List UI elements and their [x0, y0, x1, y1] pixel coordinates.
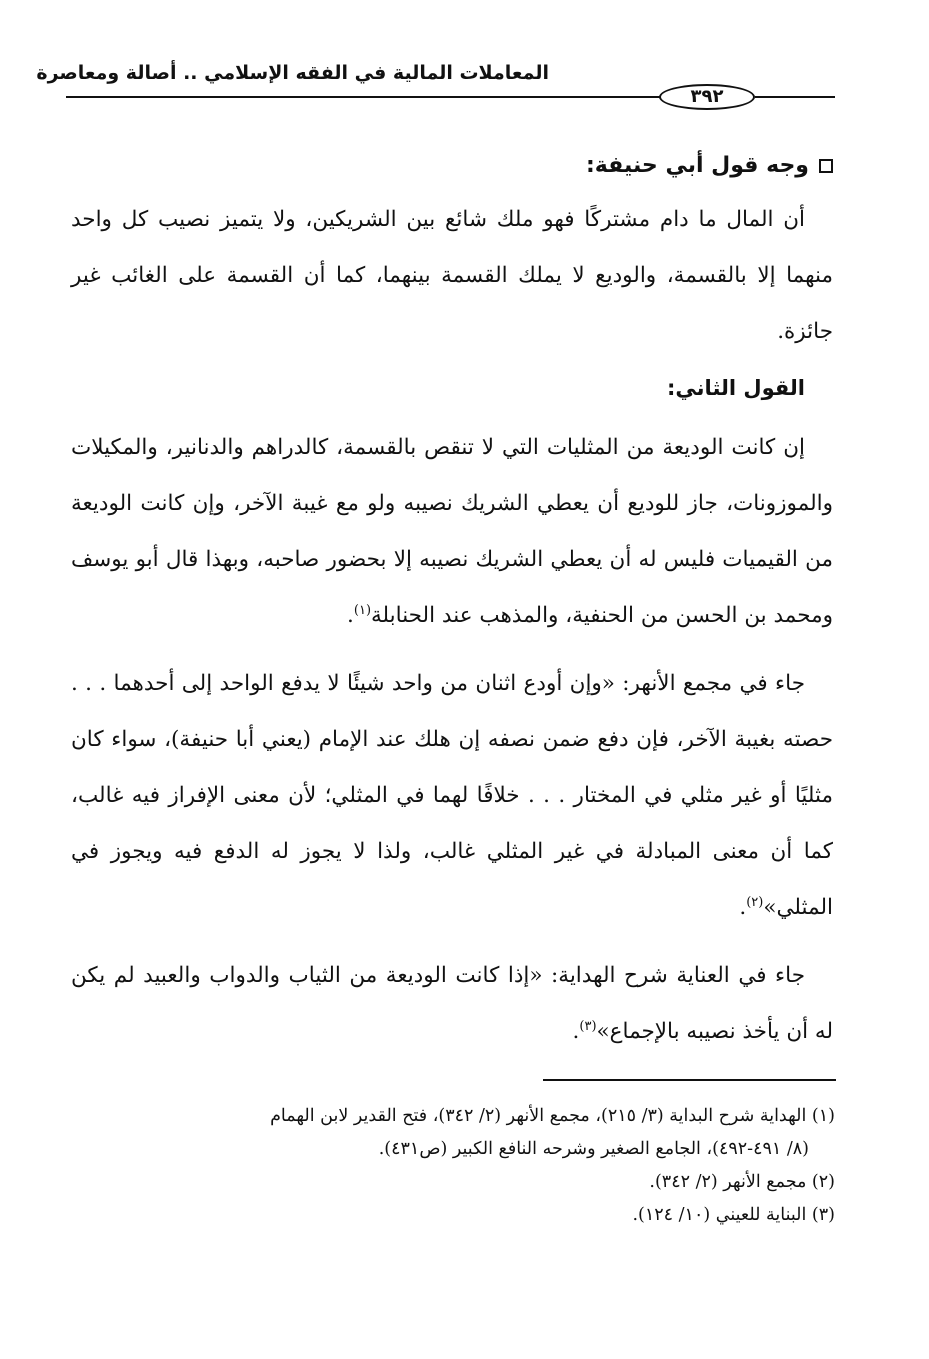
- paragraph-second-opinion: [71, 420, 833, 644]
- footnote-separator: [543, 1079, 836, 1081]
- footnote-ref-3[interactable]: (٣): [579, 1019, 597, 1034]
- square-bullet-icon: [819, 159, 833, 173]
- section-heading-text: وجه قول أبي حنيفة:: [586, 153, 809, 178]
- header-rule-left: [66, 96, 660, 98]
- paragraph-gap: [71, 936, 833, 948]
- paragraph-text: إن كانت الوديعة من المثليات التي لا تنقص بالقسمة، كالدراهم والدنانير، والمكيلات والموزونات، جاز للوديع أن يعطي الشريك نصيبه ولو مع غيبة الآخر، وإن كانت الوديعة من القيميات فليس له أن يعطي الشريك نصيبه إلا بحضور صاحبه، وبهذا قال أبو يوسف ومحمد بن الحسن من الحنفية، والمذهب عند الحنابلة: [71, 435, 833, 628]
- footnotes: [65, 1100, 835, 1232]
- paragraph-gap: [71, 644, 833, 656]
- header-rule-right: [755, 96, 835, 98]
- footnote-3: (٣) البناية للعيني (١٠/ ١٢٤).: [632, 1205, 835, 1225]
- paragraph-end: .: [739, 895, 747, 920]
- paragraph-al-inaya: [71, 948, 833, 1060]
- paragraph-text: جاء في مجمع الأنهر: «وإن أودع اثنان من واحد شيئًا لا يدفع الواحد إلى أحدهما . . . حصته بغيبة الآخر، فإن دفع ضمن نصفه إن هلك عند الإمام (يعني أبا حنيفة)، سواء كان مثليًا أو غير مثلي في المختار . . . خلافًا لهما في المثلي؛ لأن معنى الإفراز فيه غالب، كما أن معنى المبادلة في غير المثلي غالب، ولذا لا يجوز له الدفع فيه ويجوز في المثلي»: [71, 671, 833, 920]
- footnote-2: (٢) مجمع الأنهر (٢/ ٣٤٢).: [649, 1172, 835, 1192]
- footnote-1-line-1: (١) الهداية شرح البداية (٣/ ٢١٥)، مجمع الأنهر (٢/ ٣٤٢)، فتح القدير لابن الهمام: [270, 1106, 835, 1126]
- paragraph-text: جاء في العناية شرح الهداية: «إذا كانت الوديعة من الثياب والدواب والعبيد لم يكن له أن يأخذ نصيبه بالإجماع»: [71, 963, 833, 1044]
- paragraph-end: .: [572, 1019, 580, 1044]
- footnote-ref-1[interactable]: (١): [353, 603, 372, 618]
- footnote-ref-2[interactable]: (٢): [746, 895, 764, 910]
- paragraph-end: .: [347, 603, 354, 628]
- second-opinion-heading: القول الثاني:: [667, 376, 805, 400]
- paragraph-abu-hanifa-reason: أن المال ما دام مشتركًا فهو ملك شائع بين الشريكين، ولا يتميز نصيب كل واحد منهما إلا بالقسمة، والوديع لا يملك القسمة بينهما، كما أن القسمة على الغائب غير جائزة.: [71, 207, 833, 344]
- page-number: ٣٩٢: [659, 84, 755, 110]
- running-header-title: المعاملات المالية في الفقه الإسلامي .. أصالة ومعاصرة: [36, 62, 549, 84]
- section-heading: [71, 140, 833, 192]
- paragraph-majma-al-anhur: [71, 656, 833, 936]
- footnote-1-line-2: (٨/ ٤٩١-٤٩٢)، الجامع الصغير وشرحه النافع الكبير (ص٤٣١).: [378, 1139, 809, 1159]
- body-text: [71, 140, 833, 1060]
